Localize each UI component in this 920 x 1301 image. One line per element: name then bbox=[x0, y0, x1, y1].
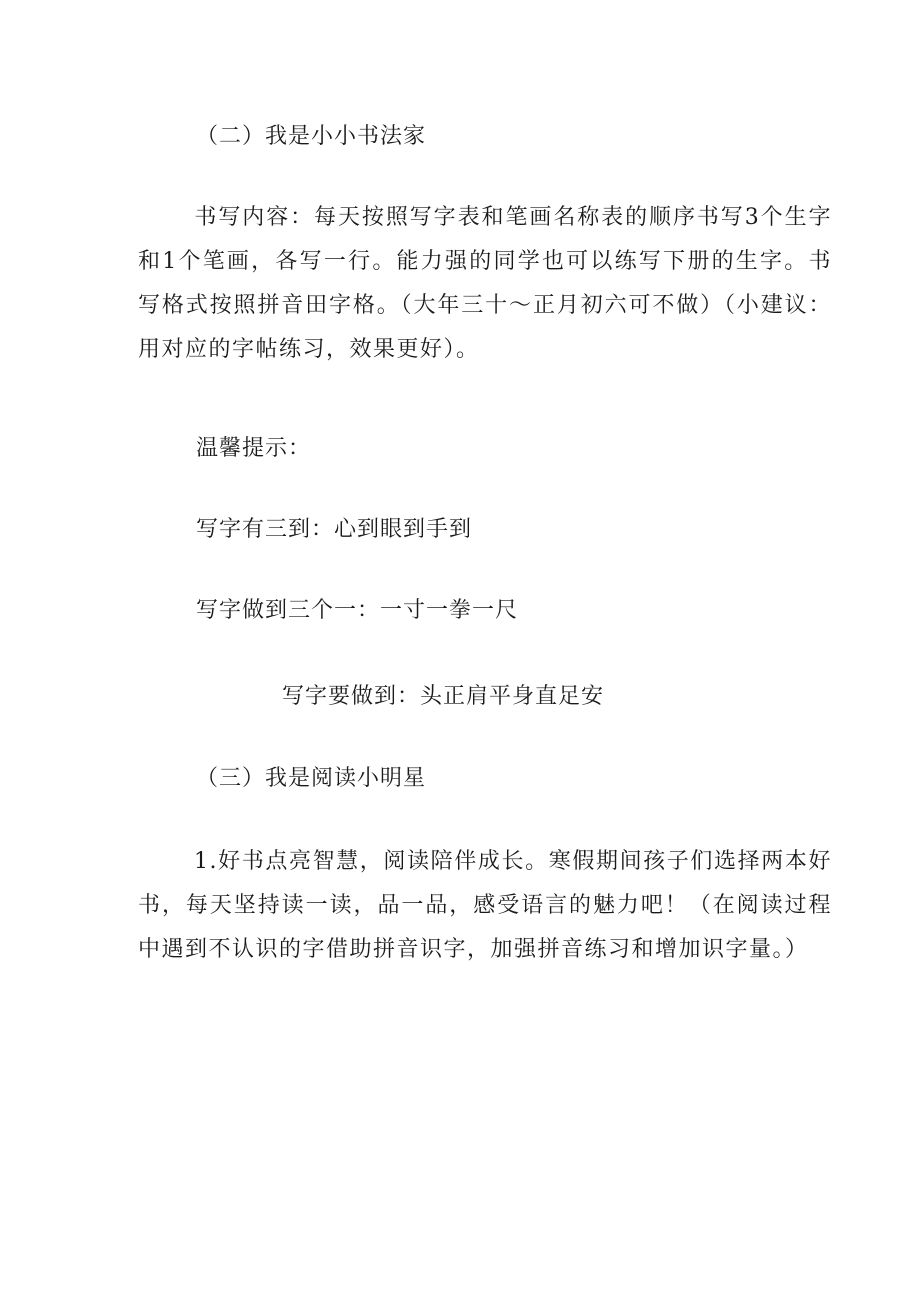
tip-posture: 写字要做到：头正肩平身直足安 bbox=[282, 684, 605, 709]
section-2-heading: （二）我是小小书法家 bbox=[196, 124, 427, 149]
writing-content-text: 书写内容：每天按照写字表和笔画名称表的顺序书写3个生字和1个笔画，各写一行。能力强的同学也可以练写下册的生字。书写格式按照拼音田字格。（大年三十～正月初六可不做）（小建议：用对应的字帖练习，效果更好）。 bbox=[138, 205, 832, 362]
reading-item-1-text: 1.好书点亮智慧，阅读陪伴成长。寒假期间孩子们选择两本好书，每天坚持读一读，品一品，感受语言的魅力吧！（在阅读过程中遇到不认识的字借助拼音识字，加强拼音练习和增加识字量。） bbox=[138, 849, 832, 962]
section-3-heading: （三）我是阅读小明星 bbox=[196, 766, 427, 791]
tip-three-ones: 写字做到三个一：一寸一拳一尺 bbox=[196, 598, 519, 623]
reading-item-1-paragraph bbox=[138, 840, 832, 972]
tip-three-to: 写字有三到：心到眼到手到 bbox=[196, 517, 473, 542]
writing-content-paragraph bbox=[138, 196, 832, 372]
tips-title: 温馨提示： bbox=[196, 436, 312, 461]
